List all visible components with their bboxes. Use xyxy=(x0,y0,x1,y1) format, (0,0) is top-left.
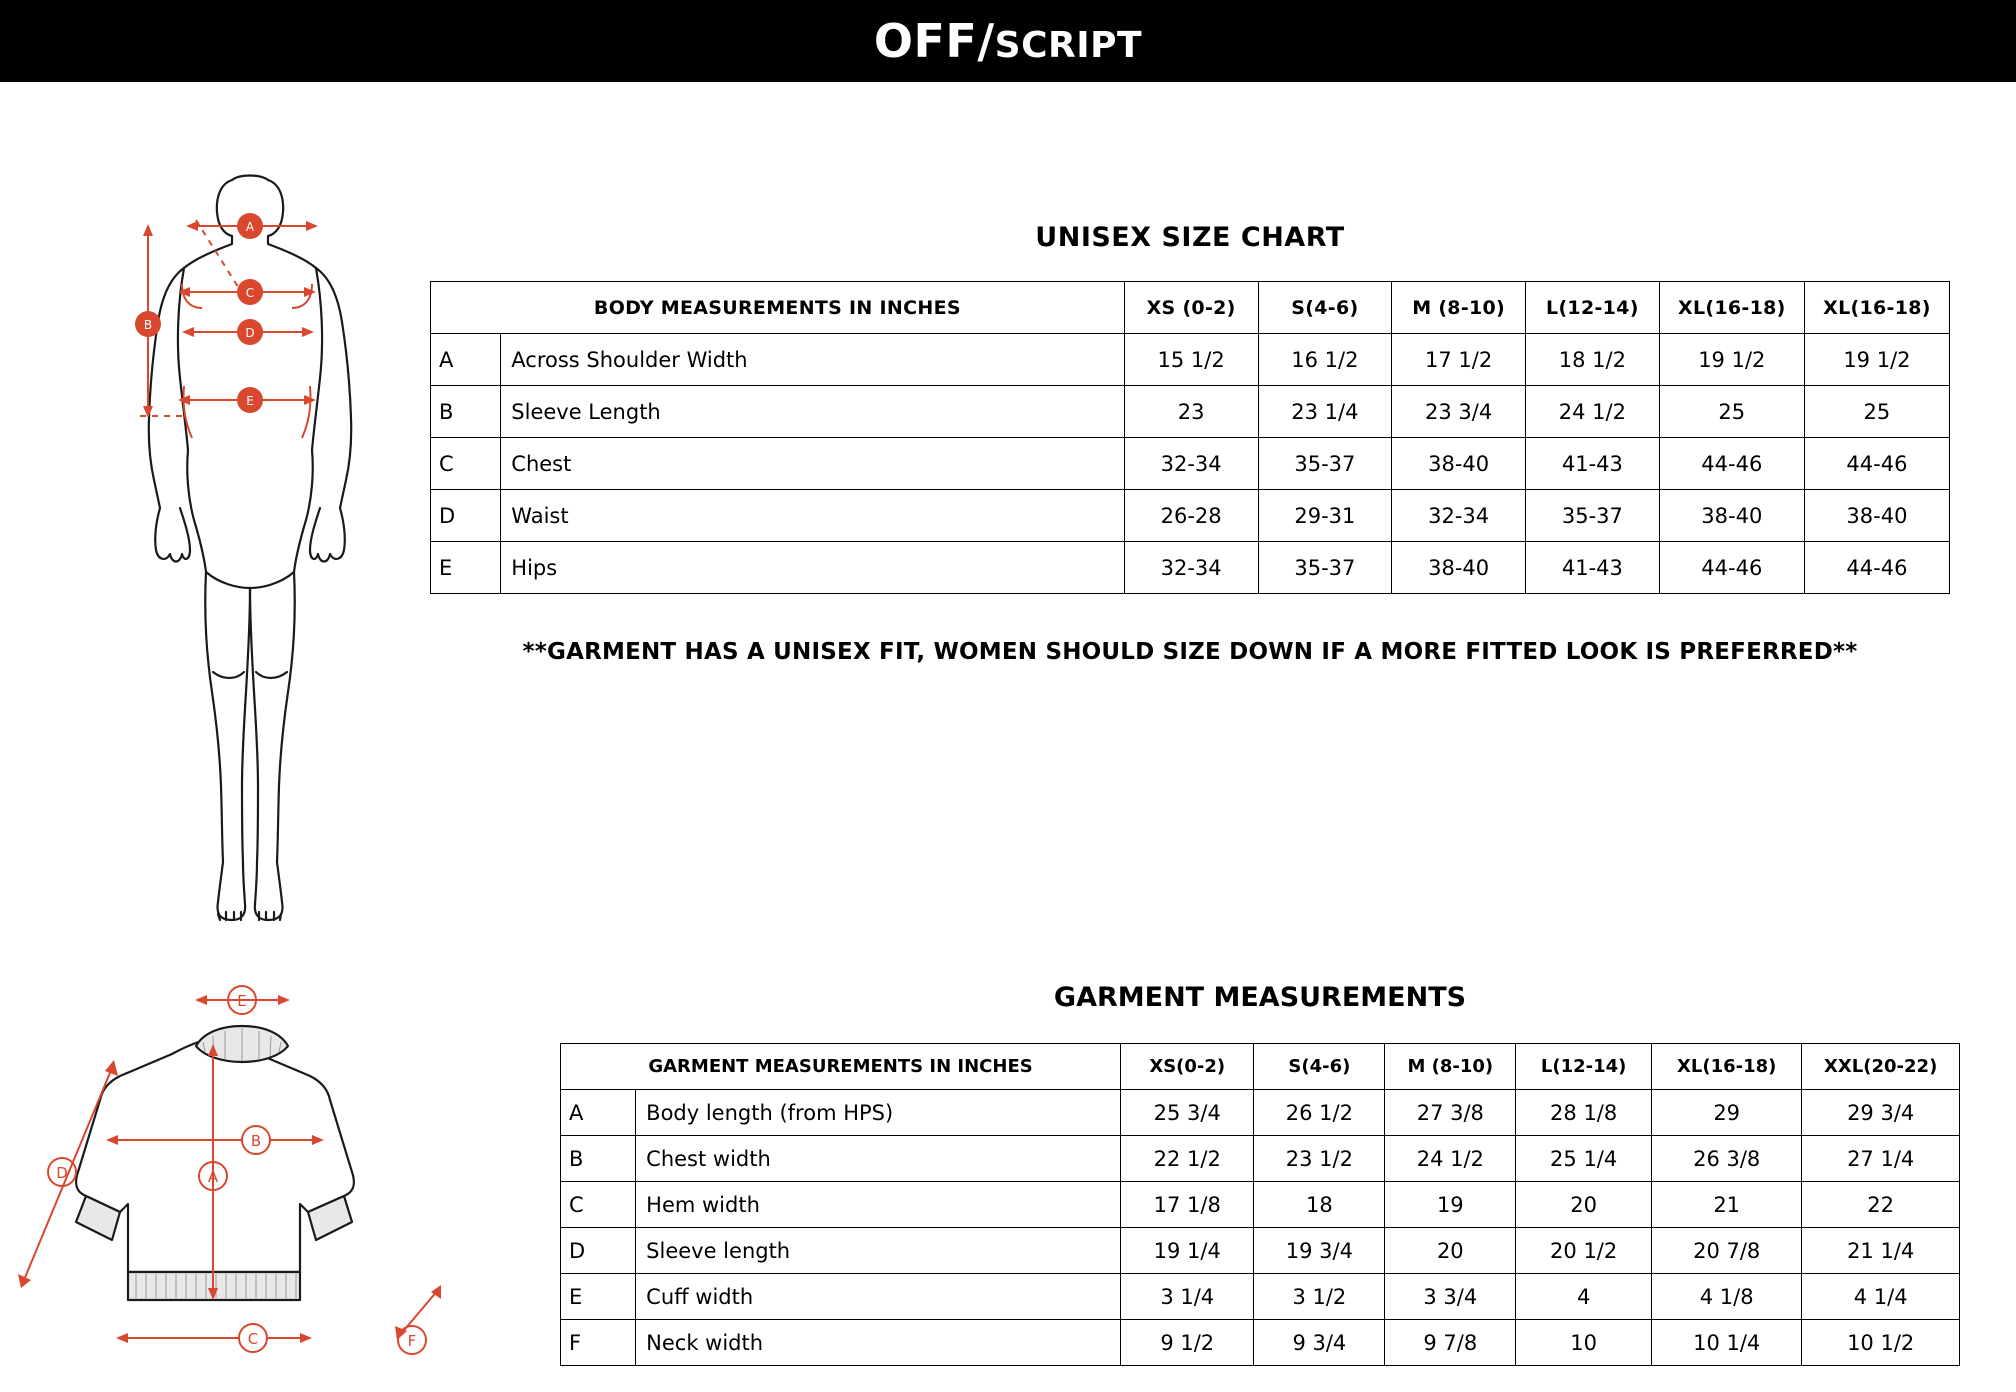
row-value: 38-40 xyxy=(1804,490,1949,542)
row-value: 9 7/8 xyxy=(1385,1320,1516,1366)
header-size-l: L(12-14) xyxy=(1516,1044,1652,1090)
row-value: 3 1/4 xyxy=(1121,1274,1254,1320)
table-row xyxy=(431,438,1950,490)
header-body-measurements: BODY MEASUREMENTS IN INCHES xyxy=(431,282,1125,334)
body-measurement-diagram xyxy=(120,172,380,942)
row-value: 44-46 xyxy=(1659,542,1804,594)
table-row xyxy=(431,490,1950,542)
svg-text:B: B xyxy=(250,1132,262,1150)
svg-text:D: D xyxy=(56,1164,68,1182)
row-value: 17 1/2 xyxy=(1392,334,1526,386)
row-value: 25 1/4 xyxy=(1516,1136,1652,1182)
row-value: 32-34 xyxy=(1124,542,1258,594)
header-size-m: M (8-10) xyxy=(1385,1044,1516,1090)
row-value: 4 1/4 xyxy=(1802,1274,1960,1320)
row-value: 32-34 xyxy=(1124,438,1258,490)
row-value: 19 1/4 xyxy=(1121,1228,1254,1274)
header-size-l: L(12-14) xyxy=(1526,282,1660,334)
row-value: 29-31 xyxy=(1258,490,1392,542)
table-row xyxy=(561,1320,1960,1366)
row-value: 22 1/2 xyxy=(1121,1136,1254,1182)
table-row xyxy=(561,1090,1960,1136)
row-value: 23 3/4 xyxy=(1392,386,1526,438)
brand-logo xyxy=(874,14,1142,68)
row-value: 24 1/2 xyxy=(1526,386,1660,438)
row-value: 41-43 xyxy=(1526,542,1660,594)
row-value: 10 xyxy=(1516,1320,1652,1366)
table-row xyxy=(561,1228,1960,1274)
row-value: 32-34 xyxy=(1392,490,1526,542)
row-label: Across Shoulder Width xyxy=(501,334,1124,386)
garment-measurement-diagram xyxy=(0,972,560,1392)
svg-text:E: E xyxy=(246,394,254,408)
row-letter: B xyxy=(431,386,501,438)
row-letter: C xyxy=(561,1182,636,1228)
row-value: 28 1/8 xyxy=(1516,1090,1652,1136)
row-letter: E xyxy=(431,542,501,594)
row-value: 19 1/2 xyxy=(1659,334,1804,386)
row-value: 15 1/2 xyxy=(1124,334,1258,386)
row-value: 23 xyxy=(1124,386,1258,438)
row-value: 44-46 xyxy=(1804,438,1949,490)
row-value: 18 xyxy=(1254,1182,1385,1228)
row-value: 27 1/4 xyxy=(1802,1136,1960,1182)
row-value: 26 1/2 xyxy=(1254,1090,1385,1136)
unisex-size-chart-table xyxy=(430,281,1950,594)
header-size-xxl: XXL(20-22) xyxy=(1802,1044,1960,1090)
row-label: Neck width xyxy=(636,1320,1121,1366)
row-value: 3 1/2 xyxy=(1254,1274,1385,1320)
row-letter: B xyxy=(561,1136,636,1182)
row-value: 3 3/4 xyxy=(1385,1274,1516,1320)
row-letter: A xyxy=(561,1090,636,1136)
table-row xyxy=(561,1136,1960,1182)
header-size-xl: XL(16-18) xyxy=(1659,282,1804,334)
row-value: 16 1/2 xyxy=(1258,334,1392,386)
header-size-xs: XS (0-2) xyxy=(1124,282,1258,334)
row-label: Hips xyxy=(501,542,1124,594)
table-header-row xyxy=(431,282,1950,334)
row-value: 10 1/2 xyxy=(1802,1320,1960,1366)
row-value: 20 1/2 xyxy=(1516,1228,1652,1274)
row-value: 9 3/4 xyxy=(1254,1320,1385,1366)
document-body xyxy=(0,82,2016,1386)
svg-text:A: A xyxy=(207,1168,219,1186)
header-size-m: M (8-10) xyxy=(1392,282,1526,334)
svg-text:C: C xyxy=(247,1330,259,1348)
row-value: 38-40 xyxy=(1392,542,1526,594)
row-value: 25 xyxy=(1804,386,1949,438)
fit-note: **GARMENT HAS A UNISEX FIT, WOMEN SHOULD SIZE DOWN IF A MORE FITTED LOOK IS PREFERRED** xyxy=(522,639,1858,665)
row-value: 35-37 xyxy=(1258,542,1392,594)
unisex-size-chart-title: UNISEX SIZE CHART xyxy=(1035,222,1345,253)
table-row xyxy=(561,1274,1960,1320)
row-value: 35-37 xyxy=(1258,438,1392,490)
row-value: 20 7/8 xyxy=(1652,1228,1802,1274)
row-value: 10 1/4 xyxy=(1652,1320,1802,1366)
row-value: 17 1/8 xyxy=(1121,1182,1254,1228)
row-label: Body length (from HPS) xyxy=(636,1090,1121,1136)
row-value: 19 3/4 xyxy=(1254,1228,1385,1274)
svg-text:F: F xyxy=(407,1332,417,1350)
garment-measurements-title: GARMENT MEASUREMENTS xyxy=(1053,982,1467,1013)
header-size-xl: XL(16-18) xyxy=(1652,1044,1802,1090)
svg-text:B: B xyxy=(143,318,153,332)
row-value: 26-28 xyxy=(1124,490,1258,542)
row-letter: D xyxy=(561,1228,636,1274)
garment-measurements-table xyxy=(560,1043,1960,1366)
row-value: 20 xyxy=(1385,1228,1516,1274)
row-value: 4 1/8 xyxy=(1652,1274,1802,1320)
brand-logo-part2: SCRIPT xyxy=(994,25,1143,66)
row-value: 44-46 xyxy=(1804,542,1949,594)
brand-logo-slash: / xyxy=(977,14,995,68)
row-value: 27 3/8 xyxy=(1385,1090,1516,1136)
row-letter: F xyxy=(561,1320,636,1366)
svg-text:E: E xyxy=(237,992,247,1010)
row-label: Hem width xyxy=(636,1182,1121,1228)
row-label: Sleeve Length xyxy=(501,386,1124,438)
row-value: 21 xyxy=(1652,1182,1802,1228)
header-size-xl2: XL(16-18) xyxy=(1804,282,1949,334)
row-label: Waist xyxy=(501,490,1124,542)
row-value: 22 xyxy=(1802,1182,1960,1228)
row-letter: E xyxy=(561,1274,636,1320)
row-value: 25 xyxy=(1659,386,1804,438)
table-row xyxy=(431,542,1950,594)
row-value: 20 xyxy=(1516,1182,1652,1228)
row-value: 29 3/4 xyxy=(1802,1090,1960,1136)
row-letter: A xyxy=(431,334,501,386)
header-size-s: S(4-6) xyxy=(1258,282,1392,334)
row-value: 19 xyxy=(1385,1182,1516,1228)
table-row xyxy=(561,1182,1960,1228)
row-value: 24 1/2 xyxy=(1385,1136,1516,1182)
header-size-xs: XS(0-2) xyxy=(1121,1044,1254,1090)
brand-logo-part1: OFF xyxy=(873,14,978,68)
row-letter: D xyxy=(431,490,501,542)
row-letter: C xyxy=(431,438,501,490)
row-label: Chest width xyxy=(636,1136,1121,1182)
row-value: 38-40 xyxy=(1659,490,1804,542)
table-header-row xyxy=(561,1044,1960,1090)
row-label: Sleeve length xyxy=(636,1228,1121,1274)
garment-measurements-section xyxy=(560,982,1960,1366)
row-value: 25 3/4 xyxy=(1121,1090,1254,1136)
row-value: 18 1/2 xyxy=(1526,334,1660,386)
row-value: 23 1/2 xyxy=(1254,1136,1385,1182)
row-value: 9 1/2 xyxy=(1121,1320,1254,1366)
row-value: 29 xyxy=(1652,1090,1802,1136)
header-size-s: S(4-6) xyxy=(1254,1044,1385,1090)
row-value: 19 1/2 xyxy=(1804,334,1949,386)
header-garment-measurements: GARMENT MEASUREMENTS IN INCHES xyxy=(561,1044,1121,1090)
svg-text:A: A xyxy=(245,220,255,234)
row-label: Chest xyxy=(501,438,1124,490)
row-value: 21 1/4 xyxy=(1802,1228,1960,1274)
table-row xyxy=(431,334,1950,386)
brand-header xyxy=(0,0,2016,82)
table-row xyxy=(431,386,1950,438)
row-value: 38-40 xyxy=(1392,438,1526,490)
row-value: 35-37 xyxy=(1526,490,1660,542)
row-value: 41-43 xyxy=(1526,438,1660,490)
unisex-size-chart-section xyxy=(430,222,1950,669)
svg-text:D: D xyxy=(245,326,255,340)
row-value: 44-46 xyxy=(1659,438,1804,490)
row-value: 23 1/4 xyxy=(1258,386,1392,438)
row-label: Cuff width xyxy=(636,1274,1121,1320)
svg-text:C: C xyxy=(245,286,255,300)
row-value: 26 3/8 xyxy=(1652,1136,1802,1182)
row-value: 4 xyxy=(1516,1274,1652,1320)
